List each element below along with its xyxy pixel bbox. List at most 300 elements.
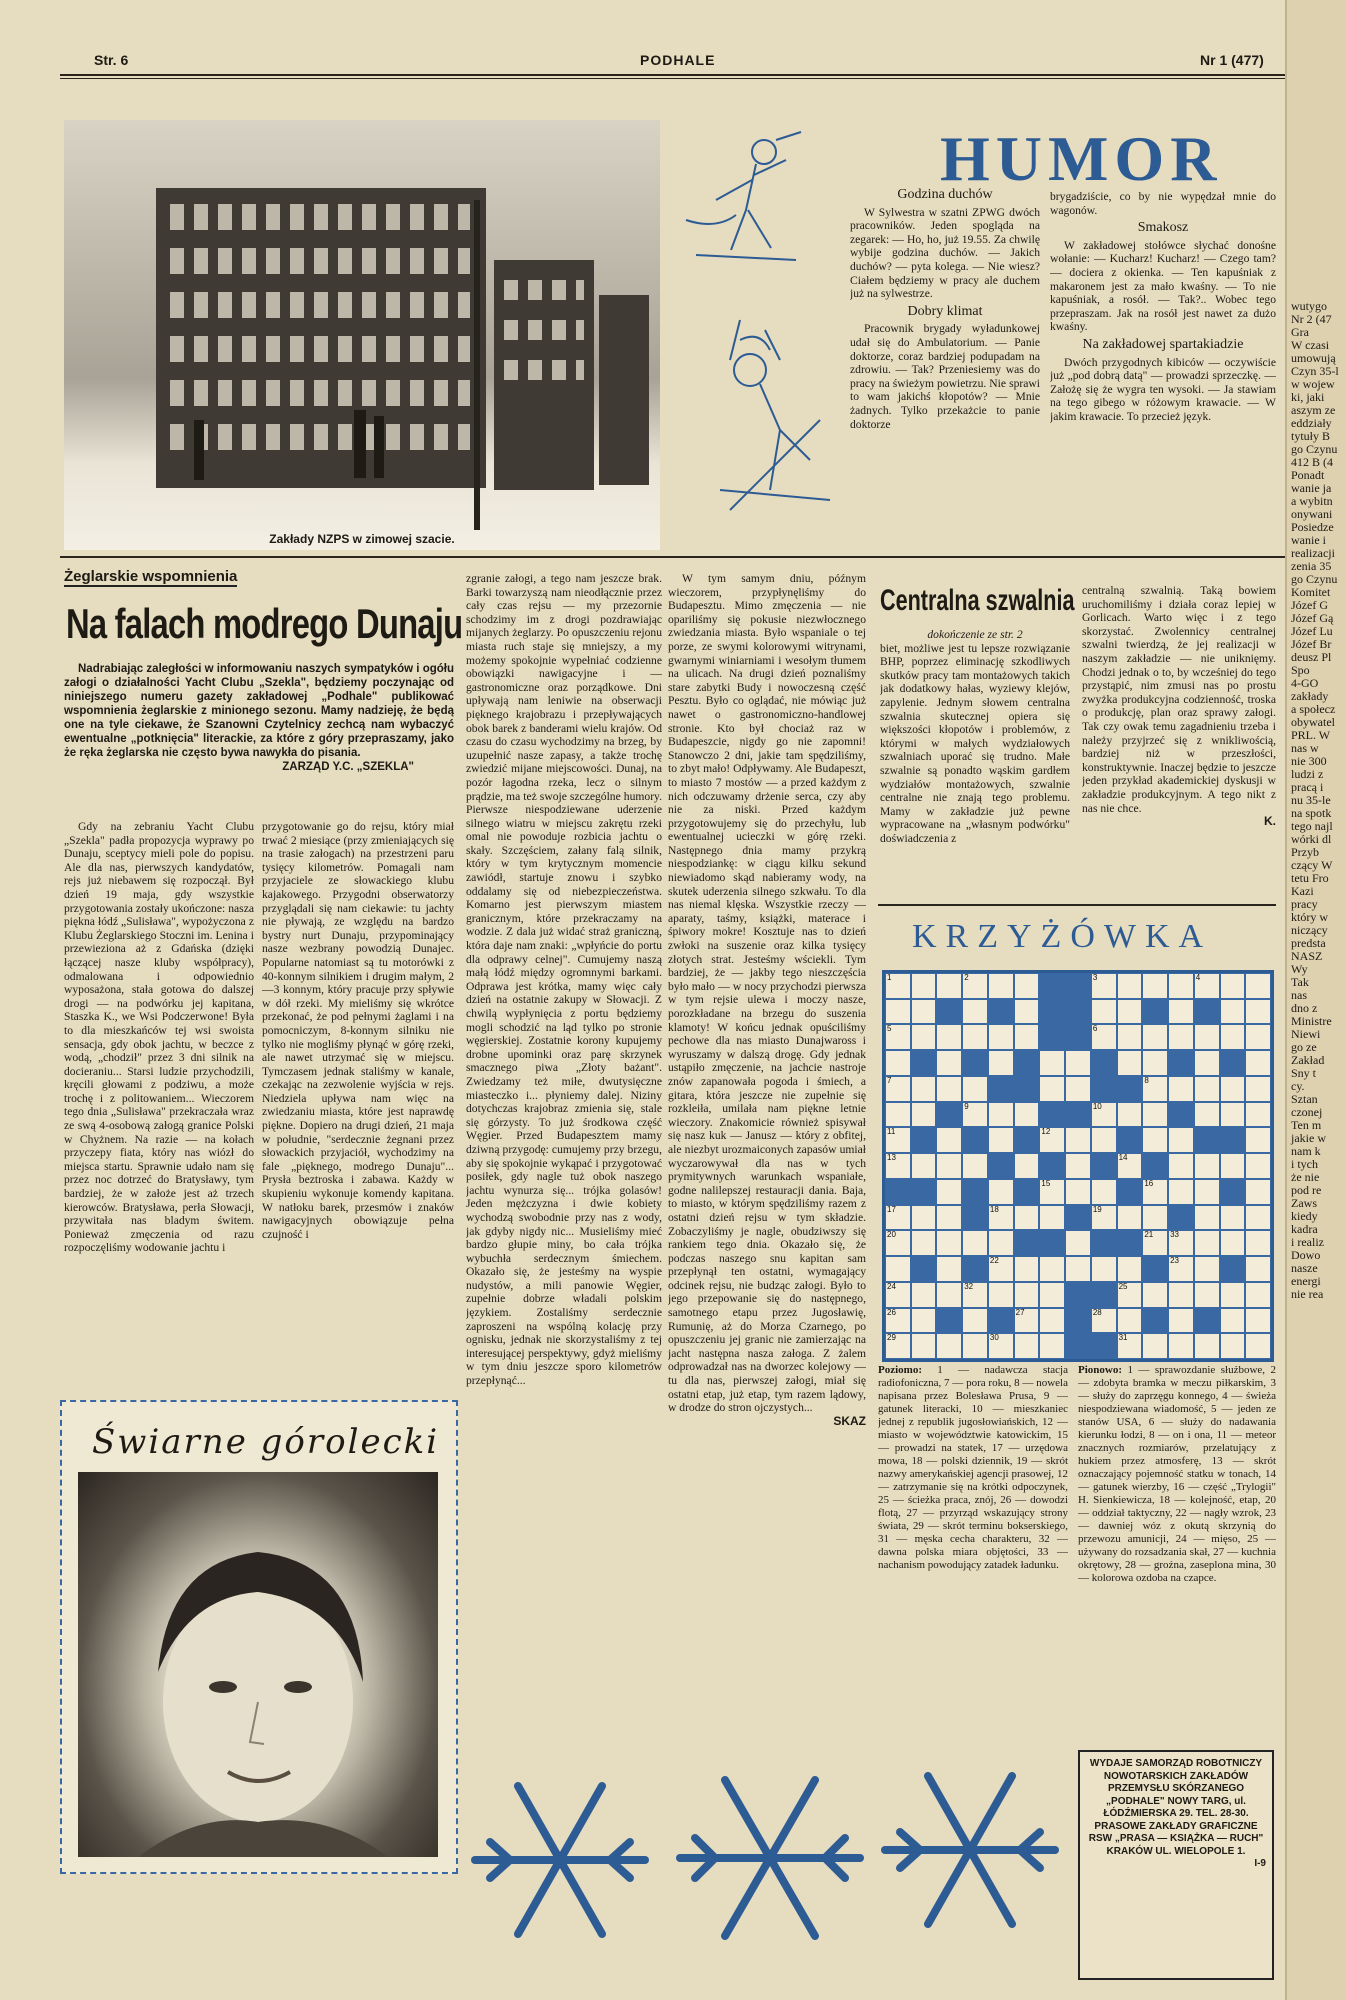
crossword-block xyxy=(1091,1076,1117,1102)
adjacent-page-fragment: Nr 2 (47 xyxy=(1291,312,1332,326)
adjacent-page-fragment: tego najl xyxy=(1291,819,1333,833)
crossword-cell[interactable] xyxy=(1245,1050,1271,1076)
crossword-cell[interactable] xyxy=(1245,1256,1271,1282)
adjacent-page-fragment: dno z xyxy=(1291,1001,1318,1015)
crossword-cell[interactable] xyxy=(1194,1333,1220,1359)
crossword-cell[interactable] xyxy=(1194,1282,1220,1308)
adjacent-page-fragment: pod re xyxy=(1291,1183,1322,1197)
adjacent-page-fragment: Spo xyxy=(1291,663,1310,677)
crossword-number: 30 xyxy=(989,1333,999,1343)
crossword-number: 22 xyxy=(989,1256,999,1266)
crossword-cell[interactable] xyxy=(1220,1230,1246,1256)
crossword-cell[interactable] xyxy=(936,1256,962,1282)
crossword-cell[interactable] xyxy=(988,1256,1014,1282)
crossword-cell[interactable] xyxy=(885,1153,911,1179)
crossword-cell[interactable] xyxy=(911,1230,937,1256)
crossword-cell[interactable] xyxy=(1014,1282,1040,1308)
crossword-cell[interactable] xyxy=(1220,1333,1246,1359)
crossword-cell[interactable] xyxy=(1014,973,1040,999)
szwalnia-text-1: biet, możliwe jest tu lepsze rozwiązanie BHP, poprzez eliminację szkodliwych skutków pracy tam montażowych takich jak dodatkowy hałas, wyziewy klejów, zapylenie. Jednym słowem centralna szwalnia skutecznej opiera się większości kłopotów i problemów, z którymi w małych wydziałowych szwalniach uporać się trudno. Małe szwalnie są ponadto wąskim gardłem wydziałów montażowych, szwalnie centralne nie znają tego problemu. Mamy w zakładzie już pewne wypracowane na „własnym podwórku" doświadczenia z xyxy=(880,641,1070,845)
crossword-cell[interactable] xyxy=(1142,1050,1168,1076)
crossword-cell[interactable] xyxy=(1117,1153,1143,1179)
crossword-cell[interactable] xyxy=(1142,973,1168,999)
crossword-cell[interactable] xyxy=(1117,999,1143,1025)
crossword-block xyxy=(988,1153,1014,1179)
crossword-cell[interactable] xyxy=(1014,1153,1040,1179)
crossword-cell[interactable] xyxy=(962,1230,988,1256)
crossword-cell[interactable] xyxy=(962,999,988,1025)
humor-story-3: W zakładowej stołówce słychać donośne wołanie: — Kucharz! Kucharz! — Czego tam? — dociera z okienka. — Ten kapuśniak z makaronem jest za mało kwaśny. — To nie kapuśniak, a rosół. — Tak?.. Wobec tego przepraszam. Jak na rosół jest nawet za dużo kwaśny. xyxy=(1050,238,1276,334)
adjacent-page-fragment: Posiedze xyxy=(1291,520,1334,534)
crossword-grid[interactable] xyxy=(882,970,1274,1362)
crossword-cell[interactable] xyxy=(885,1308,911,1334)
szwalnia-text-2: centralną szwalnią. Taką bowiem uruchomiliśmy i działa coraz lepiej w Gorlicach. Warto więc i z tego skorzystać. Zwolennicy centralnej szwalni twierdzą, że jej realizacji w naszym zakładzie — nie uniknięmy. Chodzi jednak o to, by wcześniej do tego przystąpić, nim zmusi nas po prostu zwyżka produkcyjna codzienność, troska o produkcję, plan oraz sprawy załogi. Tak czy owak temu zagadnieniu trzeba i należy przyjrzeć się z wnikliwością, bardziej niż w przeszłości, konstruktywnie. Inaczej będzie to jeszcze jeden przykład akademickiej dyskusji w zakładzie produkcyjnym. A tego nikt z nas nie chce. xyxy=(1082,584,1276,815)
crossword-block xyxy=(1117,1230,1143,1256)
crossword-cell[interactable] xyxy=(988,973,1014,999)
article-text-3: zgranie załogi, a tego nam jeszcze brak. Barki towarzyszą nam nieodłącznie przez cały czas rejsu — my przezornie schodzimy im z drogi pozdrawiając mijanych żeglarzy. Po opuszczeniu rejonu miasta ruch staje się mniejszy, a my możemy spokojnie wypełniać codzienne obowiązki nawigacyjne i — gastronomiczne oraz porządkowe. Dni upływają nam leniwie na obserwacji pięknego krajobrazu i przepływających obok barek z banderami wielu krajów. Od czasu do czasu wychodzimy na brzeg, by uzupełnić nasze zapasy, a także trochę zwiedzić mijane miejscowości. Dunaj, na pozór łagodna rzeka, lecz o silnym prądzie, ma też swoje szczególne humory. Pierwsze niespodziewane uderzenie silnego wiatru w miejscu zakrętu rzeki omal nie powoduje rozbicia jachtu o skały. Szczęściem, załany falą silnik, który w tym krytycznym momencie zawiódł, startuje znowu i szybko oddalamy się od niebezpieczeństwa. Komarno jest pierwszym miastem granicznym, które przekraczamy na wodzie. Z dala już widać straż graniczną, która daje nam znaki: „wpłyńcie do portu dla odprawy celnej". Cumujemy naszą małą łódź między ogromnymi barkami. Odprawa jest krótka, mamy więc cały dzień na ostatnie zakupy w Słowacji. Z chwilą wypłynięcia z portu będziemy mogli schodzić na ląd tylko po stronie węgierskiej. Zostatnie korony kupujemy drobne upominki oraz parę skrzynek smacznego piwa „Złoty bażant". Zwiedzamy też miłe, dwutysięczne miasteczko i... płyniemy dalej. Niziny dotychczas krajobraz zmienia się, stale się górzysty. To już środkowa część Węgier. Przed Budapesztem mamy dziwną przygodę: cumujemy przy brzegu, aby się spokojnie wykąpać i przygotować posiłek, gdy nagle tuż obok naszego jachtu wynurza się... trójka golasów! Jeden mężczyzna i dwie kobiety wychodzą swobodnie przy nas z wody, jak gdyby nigdy nic... Musieliśmy mieć bardzo głupie miny, bo cała trójka wybuchła serdecznym śmiechem. Okazało się, że jesteśmy na wyspie nudystów, a mili panowie Węgier, zupełnie dobrze władali polskim językiem. Zostaliśmy serdecznie zaproszeni na wspólną kolację przy ognisku, jednak nie skorzystaliśmy z tej interesującej perspektywy, gdyż mieliśmy w tym dniu jeszcze sporo kilometrów przepłynąć... xyxy=(466,572,662,1388)
adjacent-page-fragment: nasze xyxy=(1291,1261,1318,1275)
crossword-cell[interactable] xyxy=(1142,1205,1168,1231)
crossword-cell[interactable] xyxy=(911,1153,937,1179)
crossword-cell[interactable] xyxy=(1091,1308,1117,1334)
crossword-number: 32 xyxy=(964,1281,974,1291)
crossword-cell[interactable] xyxy=(988,1205,1014,1231)
crossword-cell[interactable] xyxy=(1194,1102,1220,1128)
crossword-number: 18 xyxy=(989,1204,999,1214)
article-signature: SKAZ xyxy=(833,1413,866,1428)
crossword-cell[interactable] xyxy=(1091,973,1117,999)
crossword-number: 26 xyxy=(887,1307,896,1317)
down-clues: 1 — sprawozdanie służbowe, 2 — zdobyta bramka w meczu piłkarskim, 3 — służy do zaprzęgu konnego, 4 — świeża niespodziewana wiadomość, 5 — jeden ze stanów USA, 6 — służy do nadawania kierunku łodzi, 8 — on i ona, 11 — meteor znacznych rozmiarów, przelatujący z hukiem przez atmosferę, 13 — skrót oznaczający pojemność statku w tonach, 14 — gatunek wierzby, 16 — część „Trylogii" H. Sienkiewicza, 18 — kolejność, etap, 20 — oddział taktyczny, 22 — nagły wzrok, 23 — dawniej wóz z okutą skrzynią do przewozu amunicji, 24 — mięso, 25 — używany do rozsadzania skał, 27 — kuchnia okrętowy, 28 — groźna, zaseplona mina, 30 — kolorowa ozdoba na czapce. xyxy=(1078,1364,1276,1584)
crossword-cell[interactable] xyxy=(988,1179,1014,1205)
crossword-cell[interactable] xyxy=(1065,1127,1091,1153)
crossword-block xyxy=(962,1205,988,1231)
crossword-cell[interactable] xyxy=(1142,1076,1168,1102)
crossword-cell[interactable] xyxy=(1245,1205,1271,1231)
crossword-cell[interactable] xyxy=(1220,1102,1246,1128)
crossword-cell[interactable] xyxy=(936,1179,962,1205)
crossword-cell[interactable] xyxy=(911,1102,937,1128)
crossword-cell[interactable] xyxy=(962,1076,988,1102)
crossword-cell[interactable] xyxy=(1014,1308,1040,1334)
crossword-cell[interactable] xyxy=(911,1308,937,1334)
crossword-cell[interactable] xyxy=(1142,1024,1168,1050)
crossword-cell[interactable] xyxy=(1168,1153,1194,1179)
adjacent-page-fragment: na spotk xyxy=(1291,806,1332,820)
adjacent-page-fragment: eddziały xyxy=(1291,416,1332,430)
adjacent-page-fragment: Zakład xyxy=(1291,1053,1325,1067)
szwalnia-headline: Centralna szwalnia xyxy=(880,584,1075,617)
crossword-cell[interactable] xyxy=(1039,1076,1065,1102)
crossword-number: 19 xyxy=(1092,1204,1102,1214)
humor-subtitle-2: Dobry klimat xyxy=(907,303,983,319)
adjacent-page-fragment: ludzi z xyxy=(1291,767,1324,781)
crossword-block xyxy=(1220,1179,1246,1205)
crossword-block xyxy=(1014,1050,1040,1076)
crossword-cell[interactable] xyxy=(885,1050,911,1076)
humor-title: HUMOR xyxy=(940,123,1223,194)
crossword-cell[interactable] xyxy=(1117,1102,1143,1128)
crossword-block xyxy=(911,1256,937,1282)
crossword-cell[interactable] xyxy=(1039,1333,1065,1359)
crossword-cell[interactable] xyxy=(936,1024,962,1050)
crossword-cell[interactable] xyxy=(1194,1205,1220,1231)
crossword-cell[interactable] xyxy=(1194,973,1220,999)
humor-subtitle-3: Smakosz xyxy=(1137,220,1189,236)
adjacent-page-fragment: który w xyxy=(1291,910,1328,924)
crossword-cell[interactable] xyxy=(1194,1076,1220,1102)
crossword-cell[interactable] xyxy=(911,973,937,999)
adjacent-page-fragment: obywatel xyxy=(1291,715,1335,729)
crossword-cell[interactable] xyxy=(911,1282,937,1308)
crossword-block xyxy=(1091,1333,1117,1359)
crossword-cell[interactable] xyxy=(1117,1282,1143,1308)
crossword-block xyxy=(1194,1127,1220,1153)
crossword-number: 29 xyxy=(887,1333,896,1343)
crossword-cell[interactable] xyxy=(988,1050,1014,1076)
crossword-block xyxy=(1220,1050,1246,1076)
crossword-cell[interactable] xyxy=(1194,1179,1220,1205)
crossword-cell[interactable] xyxy=(1039,1127,1065,1153)
crossword-cell[interactable] xyxy=(1039,1308,1065,1334)
crossword-cell[interactable] xyxy=(1220,1024,1246,1050)
crossword-cell[interactable] xyxy=(1039,1050,1065,1076)
crossword-block xyxy=(1168,1205,1194,1231)
crossword-cell[interactable] xyxy=(1194,1050,1220,1076)
crossword-number: 13 xyxy=(887,1153,896,1163)
crossword-cell[interactable] xyxy=(962,973,988,999)
crossword-cell[interactable] xyxy=(1245,973,1271,999)
crossword-cell[interactable] xyxy=(1168,973,1194,999)
crossword-number: 28 xyxy=(1092,1307,1102,1317)
crossword-number: 33 xyxy=(1170,1230,1179,1240)
crossword-cell[interactable] xyxy=(1014,1333,1040,1359)
crossword-cell[interactable] xyxy=(1245,1282,1271,1308)
adjacent-page-fragment: NASZ xyxy=(1291,949,1323,963)
adjacent-page-fragment: Sny t xyxy=(1291,1066,1317,1080)
crossword-cell[interactable] xyxy=(885,1102,911,1128)
crossword-cell[interactable] xyxy=(885,1076,911,1102)
crossword-cell[interactable] xyxy=(1091,1179,1117,1205)
crossword-cell[interactable] xyxy=(911,999,937,1025)
crossword-cell[interactable] xyxy=(936,1127,962,1153)
humor-story-1: W Sylwestra w szatni ZPWG dwóch pracowników. Jeden spogląda na zegarek: — Ho, ho, już 19.55. Za chwilę wybije godzina duchów. — Jakich duchów? — pyta kolega. — Nie wiesz? Ciałem będziemy w pracy ale duchem już na sylwestrze. xyxy=(850,205,1040,301)
crossword-rule xyxy=(878,904,1276,906)
humor-story-4: Dwóch przygodnych kibiców — oczywiście już „pod dobrą datą" — prowadzi sprzeczkę. — Założę się że wygra ten wysoki. — Ja stawiam na tego gibego w różowym krawacie. — W jakim krawacie. To przecież język. xyxy=(1050,355,1276,423)
header-rule-thin xyxy=(60,78,1285,79)
crossword-cell[interactable] xyxy=(936,1153,962,1179)
crossword-across xyxy=(878,1364,1068,1744)
crossword-cell[interactable] xyxy=(988,1282,1014,1308)
crossword-cell[interactable] xyxy=(1117,1256,1143,1282)
crossword-cell[interactable] xyxy=(1039,1256,1065,1282)
crossword-cell[interactable] xyxy=(1245,1127,1271,1153)
header-rule xyxy=(60,74,1285,76)
crossword-cell[interactable] xyxy=(1168,1256,1194,1282)
crossword-block xyxy=(1117,1076,1143,1102)
crossword-cell[interactable] xyxy=(1220,1308,1246,1334)
crossword-cell[interactable] xyxy=(1245,1153,1271,1179)
crossword-block xyxy=(1091,1050,1117,1076)
crossword-cell[interactable] xyxy=(962,1102,988,1128)
article-lead-text: Nadrabiając zaległości w informowaniu naszych sympatyków i ogółu załogi o działalności Yacht Clubu „Szekla", będziemy poczynając od niniejszego numeru gazety zakładowej „Podhale" publikować wspomnienia żeglarskie z minionego sezonu. Mamy nadzieję, że będą one na tyle ciekawe, że Szanowni Czytelnicy zechcą nam wybaczyć ewentualne „potknięcia" literackie, za które z góry przepraszamy, jako że ręka żeglarska nie często bywa nawykła do pisania. xyxy=(64,663,454,759)
crossword-cell[interactable] xyxy=(1142,1333,1168,1359)
crossword-cell[interactable] xyxy=(1168,1230,1194,1256)
crossword-number: 24 xyxy=(887,1281,896,1291)
humor-subtitle-4: Na zakładowej spartakiadzie xyxy=(1082,336,1244,352)
crossword-cell[interactable] xyxy=(911,1024,937,1050)
crossword-cell[interactable] xyxy=(962,1153,988,1179)
crossword-block xyxy=(1065,1205,1091,1231)
article-text-1: Gdy na zebraniu Yacht Clubu „Szekla" padła propozycja wyprawy po Dunaju, sceptycy mieli pole do popisu. Ale dla nas, pierwszych kandydatów, rejs już niebawem się rozpoczął. Był dzień 19 maja, gdy wszystkie przygotowania zostały ukończone: nasza piękna łódź „Sulisława", wypożyczona z Klubu Żeglarskiego Stoczni im. Lenina i przewieziona aż z Gdańska (dzięki łączącej nasze kluby współpracy), odmalowana i odpowiednio wyposażona, stała gotowa do dalszej drogi — na podwórku jej kapitana, Staszka K., we Wsi Podczerwone! Była to dla mieszkańców tej wsi swoista sensacja, gdy obok jachtu, w beczce z wodą, „chodził" przez 3 dni silnik na docieraniu... Starsi ludzie przychodzili, kręcili głowami z podziwu, a może trochę i z politowaniem... Wieczorem tego dnia „Sulisława" przekraczała wraz ze swą 4-osobową załogą granice Polski w Chyżnem. Na razie — na kołach przyczepy fiata, który nas wiózł do miejsca startu. Sprawnie udało nam się przez noc dotrzeć do Bratysławy, tym bardziej, że w założe jest aż trzech kierowców. Bratysława, perła Słowacji, przywitała nas bladym świtem. Ponieważ zmęczenia od razu rozpoczęliśmy wodowanie jachtu i xyxy=(64,820,254,1255)
crossword-cell[interactable] xyxy=(911,1205,937,1231)
article-text-4: W tym samym dniu, późnym wieczorem, przypłynęliśmy do Budapesztu. Mimo zmęczenia — nie opariliśmy się pokusie niezwłocznego zwiedzania miasta. Było wspaniale o tej porze, ze swymi kolorowymi witrynami, gwarnymi winiarniami i wesołym tłumem na ulicach. Na drugi dzień poznaliśmy stare zabytki Budy i nowoczesną część Pesztu. Było co oglądać, nie mówiąc już nawet o gastronomiczno-handlowej stronie. Kto był chociaż raz w Budapeszcie, nigdy go nie zapomni! Stanowczo 2 dni, jakie tam spędziliśmy, to zbyt mało! Odpływamy. Ale Budapeszt, to miasto 7 mostów — a przed każdym z nich odczuwamy drżenie serca, czy aby nie za niski. Przed każdym przygotowujemy się do przechyłu, lub ewentualnej ucieczki w górę rzeki. Następnego dnia mamy przykrą niespodziankę: w ciągu kilku sekund niewiadomo skąd nabieramy wody, na skutek uderzenia silnego szkwału. To dla nas niemal klęska. Wszystkie rzeczy — aparaty, taśmy, książki, materace i śpiwory mokre! Kosztuje nas to dzień zwłoki na suszenie oraz kilka tysięcy złotych strat. Jesteśmy wściekli. Tym bardziej, że — jakby tego nieszczęścia było mało — w nocy przychodzi pierwsza w tym rejsie ulewa i moczy nasze, porozkładane na brzegu do suszenia klamoty! W końcu jednak opuściliśmy pechowe dla nas miasto Dunajwaross i wyruszamy w dalszą drogę. Gdy jednak ustąpiło zmęczenie, na jachcie nastroje znów zapanowała pogoda i śmiech, a gitara, która jeszcze nie zupełnie się rozkleiła, umilała nam piękne letnie wieczory. Znakomicie również spisywał się nasz kuk — Janusz — który z obfitej, ale niezbyt urozmaiconych zapasów umiał wyczarowywał dla nas w tych prymitywnych warunkach wspaniałe, godne nalilepszej restauracji dania. Baja, to miasto, w którym spędziliśmy razem z ostatni dzień rejsu w tym składzie. Zobaczyliśmy je nagle, obudziwszy się rankiem tego dnia. Okazało się, że podczas naszego snu kapitan sam przepłynął ten ostatni, wymagający odcinek rejsu, nie budząc załogi. Było to jego przepowanie się do następnego, samotnego etapu przez Jugosławię, Rumunię, aż do Morza Czarnego, po opuszczeniu jej granic nie zamierzając na jacht następna nasza załoga. Z żalem odprowadzał nas na dworzec kolejowy — tu dla nas, pierwszej załogi, miał się ostatni etap, już etap, tym razem lądowy, w drodze do stron ojczystych... xyxy=(668,572,866,1415)
article-column-1 xyxy=(64,820,254,1385)
crossword-number: 4 xyxy=(1195,973,1201,982)
adjacent-page-fragment: pracą i xyxy=(1291,780,1324,794)
snowflake-decoration xyxy=(470,1740,1070,1990)
crossword-cell[interactable] xyxy=(1142,1179,1168,1205)
crossword-cell[interactable] xyxy=(1194,1024,1220,1050)
szwalnia-continuation: dokończenie ze str. 2 xyxy=(927,628,1023,641)
adjacent-page-fragment: tytuły B xyxy=(1291,429,1331,443)
adjacent-page-fragment: nie rea xyxy=(1291,1287,1324,1301)
page-number: Str. 6 xyxy=(94,52,129,68)
crossword-cell[interactable] xyxy=(1220,1205,1246,1231)
crossword-cell[interactable] xyxy=(1091,1024,1117,1050)
crossword-cell[interactable] xyxy=(1168,1076,1194,1102)
crossword-cell[interactable] xyxy=(1117,1333,1143,1359)
crossword-cell[interactable] xyxy=(885,999,911,1025)
crossword-cell[interactable] xyxy=(885,1282,911,1308)
crossword-cell[interactable] xyxy=(911,1333,937,1359)
crossword-cell[interactable] xyxy=(1065,1050,1091,1076)
article-column-3 xyxy=(466,572,662,1740)
crossword-block xyxy=(885,1179,911,1205)
crossword-cell[interactable] xyxy=(1245,1179,1271,1205)
crossword-cell[interactable] xyxy=(1142,1127,1168,1153)
crossword-cell[interactable] xyxy=(1014,1205,1040,1231)
crossword-cell[interactable] xyxy=(1117,1050,1143,1076)
crossword-cell[interactable] xyxy=(1091,1102,1117,1128)
crossword-number: 1 xyxy=(887,973,892,982)
crossword-cell[interactable] xyxy=(1039,1282,1065,1308)
crossword-block xyxy=(1142,1308,1168,1334)
crossword-cell[interactable] xyxy=(1194,1230,1220,1256)
crossword-cell[interactable] xyxy=(1014,1024,1040,1050)
crossword-cell[interactable] xyxy=(1142,1282,1168,1308)
adjacent-page-fragment: wanie ja xyxy=(1291,481,1332,495)
crossword-cell[interactable] xyxy=(1168,999,1194,1025)
adjacent-page-fragment: Józef Br xyxy=(1291,637,1332,651)
crossword-cell[interactable] xyxy=(1245,1076,1271,1102)
crossword-cell[interactable] xyxy=(936,1230,962,1256)
adjacent-page-fragment: nas xyxy=(1291,988,1307,1002)
crossword-cell[interactable] xyxy=(1168,1127,1194,1153)
adjacent-page-fragment: i realiz xyxy=(1291,1235,1324,1249)
crossword-cell[interactable] xyxy=(1014,1256,1040,1282)
crossword-cell[interactable] xyxy=(988,1333,1014,1359)
crossword-cell[interactable] xyxy=(1168,1024,1194,1050)
issue-number: Nr 1 (477) xyxy=(1200,52,1264,68)
adjacent-page-fragment: niczący xyxy=(1291,923,1328,937)
crossword-cell[interactable] xyxy=(1142,1102,1168,1128)
crossword-cell[interactable] xyxy=(936,973,962,999)
crossword-cell[interactable] xyxy=(1168,1333,1194,1359)
crossword-block xyxy=(1065,1024,1091,1050)
crossword-number: 14 xyxy=(1118,1153,1128,1163)
crossword-block xyxy=(988,1308,1014,1334)
crossword-cell[interactable] xyxy=(988,1127,1014,1153)
crossword-block xyxy=(1039,973,1065,999)
crossword-number: 10 xyxy=(1092,1101,1102,1111)
adjacent-page-fragment: Ministre xyxy=(1291,1014,1332,1028)
crossword-cell[interactable] xyxy=(1220,973,1246,999)
adjacent-page-fragment: Ponadt xyxy=(1291,468,1325,482)
crossword-cell[interactable] xyxy=(885,1024,911,1050)
article-text-2: przygotowanie go do rejsu, który miał trwać 2 miesiące (przy zmieniających się na trasie załogach) na przestrzeni paru tysięcy kilometrów. Pomagali nam przyjaciele ze słowackiego klubu kajakowego. Przygodni obserwatorzy przyglądali się nam ciekawie: tu jachty nie pływają, ze względu na bardzo bystry nurt Dunaju, przypominający nasze wezbrany powodzią Dunajec. Popularne natomiast są tu motorówki z 40-konnym silnikiem i drugim małym, 2—3 konnym, który pracuje przy spływie w dół rzeki. My mieliśmy się wkrótce przekonać, że pod pełnymi żaglami i na pomocniczym, 8-konnym silniku nie tylko nie mogliśmy płynąć w górę rzeki, ale nawet utrzymać się w miejscu. Tymczasem jednak staliśmy w kanale, czekając na zezwolenie wyjścia w rejs. Niedziela upływa nam więc na zwiedzaniu miasta, które jest naprawdę piękne. Dopiero na drugi dzień, 21 maja w południe, "serdecznie żegnani przez słowackich przyjaciół, wychodzimy na fale „pięknego, modrego Dunaju"... Prysła beztroska i zabawa. Każdy w skupieniu wykonuje komendy kapitana. W natłoku barek, przesmów i znaków nawigacyjnych obowiązuje pełna czujność i xyxy=(262,820,454,1241)
adjacent-page-fragment: w wojew xyxy=(1291,377,1335,391)
skier-illustration xyxy=(676,120,816,270)
adjacent-page-fragment: Tak xyxy=(1291,975,1309,989)
adjacent-page-edge xyxy=(1285,0,1346,2000)
crossword-cell[interactable] xyxy=(1091,1205,1117,1231)
adjacent-page-fragment: a społecz xyxy=(1291,702,1336,716)
crossword-cell[interactable] xyxy=(911,1076,937,1102)
crossword-cell[interactable] xyxy=(988,1102,1014,1128)
crossword-cell[interactable] xyxy=(1168,1282,1194,1308)
adjacent-page-fragment: Ten m xyxy=(1291,1118,1322,1132)
crossword-block xyxy=(988,999,1014,1025)
crossword-cell[interactable] xyxy=(962,1308,988,1334)
crossword-cell[interactable] xyxy=(1117,1205,1143,1231)
crossword-block xyxy=(1065,1333,1091,1359)
crossword-cell[interactable] xyxy=(936,1076,962,1102)
crossword-cell[interactable] xyxy=(962,1333,988,1359)
crossword-cell[interactable] xyxy=(885,1230,911,1256)
crossword-cell[interactable] xyxy=(936,1333,962,1359)
down-label: Pionowo: xyxy=(1078,1364,1122,1376)
crossword-block xyxy=(1065,999,1091,1025)
portrait-title: Świarne górolecki xyxy=(92,1422,440,1462)
publisher-imprint xyxy=(1078,1750,1274,1980)
crossword-cell[interactable] xyxy=(988,1230,1014,1256)
humor-story-2-cont: brygadziście, co by nie wypędzał mnie do wagonów. xyxy=(1050,190,1276,217)
adjacent-page-fragment: go Czynu xyxy=(1291,442,1338,456)
crossword-cell[interactable] xyxy=(1168,1308,1194,1334)
crossword-cell[interactable] xyxy=(885,1256,911,1282)
adjacent-page-fragment: 4-GO xyxy=(1291,676,1319,690)
crossword-cell[interactable] xyxy=(1014,1102,1040,1128)
crossword-block xyxy=(1168,1102,1194,1128)
crossword-block xyxy=(911,1127,937,1153)
crossword-cell[interactable] xyxy=(1091,1127,1117,1153)
across-label: Poziomo: xyxy=(878,1364,922,1376)
crossword-cell[interactable] xyxy=(1065,1256,1091,1282)
crossword-block xyxy=(1039,1102,1065,1128)
crossword-cell[interactable] xyxy=(1091,1256,1117,1282)
adjacent-page-fragment: kiedy xyxy=(1291,1209,1318,1223)
adjacent-page-fragment: Komitet xyxy=(1291,585,1331,599)
adjacent-page-fragment: W czasi xyxy=(1291,338,1330,352)
crossword-number: 23 xyxy=(1170,1256,1179,1266)
adjacent-page-fragment: Kazi xyxy=(1291,884,1314,898)
crossword-block xyxy=(1220,1127,1246,1153)
crossword-cell[interactable] xyxy=(1245,1102,1271,1128)
crossword-block xyxy=(911,1179,937,1205)
adjacent-page-fragment: pracy xyxy=(1291,897,1318,911)
crossword-cell[interactable] xyxy=(936,1050,962,1076)
crossword-cell[interactable] xyxy=(962,1024,988,1050)
paper-title: PODHALE xyxy=(640,52,716,68)
crossword-cell[interactable] xyxy=(1065,1230,1091,1256)
crossword-cell[interactable] xyxy=(1117,1024,1143,1050)
adjacent-page-fragment: nas w xyxy=(1291,741,1319,755)
crossword-block xyxy=(936,999,962,1025)
crossword-cell[interactable] xyxy=(1142,1230,1168,1256)
crossword-cell[interactable] xyxy=(1220,1076,1246,1102)
crossword-cell[interactable] xyxy=(1220,1153,1246,1179)
crossword-cell[interactable] xyxy=(885,1205,911,1231)
crossword-cell[interactable] xyxy=(1117,973,1143,999)
crossword-cell[interactable] xyxy=(936,1205,962,1231)
crossword-block xyxy=(1065,1102,1091,1128)
crossword-cell[interactable] xyxy=(885,1333,911,1359)
humor-column-1 xyxy=(850,184,1040,548)
crossword-cell[interactable] xyxy=(1194,1153,1220,1179)
crossword-cell[interactable] xyxy=(1039,1205,1065,1231)
crossword-cell[interactable] xyxy=(885,973,911,999)
crossword-cell[interactable] xyxy=(1245,1333,1271,1359)
crossword-cell[interactable] xyxy=(1168,1179,1194,1205)
crossword-cell[interactable] xyxy=(885,1127,911,1153)
crossword-cell[interactable] xyxy=(936,1282,962,1308)
szwalnia-signature: K. xyxy=(1264,814,1276,829)
falling-skier-illustration xyxy=(700,300,840,520)
crossword-cell[interactable] xyxy=(1245,999,1271,1025)
crossword-cell[interactable] xyxy=(1065,1179,1091,1205)
crossword-cell[interactable] xyxy=(1194,1256,1220,1282)
crossword-cell[interactable] xyxy=(962,1282,988,1308)
crossword-cell[interactable] xyxy=(1245,1230,1271,1256)
adjacent-page-fragment: Wy xyxy=(1291,962,1308,976)
crossword-block xyxy=(1194,1308,1220,1334)
crossword-block xyxy=(1142,1153,1168,1179)
szwalnia-column-2 xyxy=(1082,584,1276,898)
adjacent-page-fragment: jakie w xyxy=(1291,1131,1326,1145)
crossword-cell[interactable] xyxy=(988,1024,1014,1050)
adjacent-page-fragment: czonej xyxy=(1291,1105,1323,1119)
crossword-cell[interactable] xyxy=(1220,1282,1246,1308)
crossword-cell[interactable] xyxy=(1065,1076,1091,1102)
crossword-cell[interactable] xyxy=(1245,1024,1271,1050)
crossword-block xyxy=(911,1050,937,1076)
crossword-cell[interactable] xyxy=(1117,1308,1143,1334)
crossword-cell[interactable] xyxy=(1039,1179,1065,1205)
crossword-cell[interactable] xyxy=(1065,1153,1091,1179)
adjacent-page-fragment: predsta xyxy=(1291,936,1326,950)
adjacent-page-fragment: go ze xyxy=(1291,1040,1317,1054)
section-rule xyxy=(60,556,1285,558)
crossword-number: 15 xyxy=(1041,1178,1051,1188)
crossword-cell[interactable] xyxy=(1014,999,1040,1025)
crossword-cell[interactable] xyxy=(1245,1308,1271,1334)
crossword-cell[interactable] xyxy=(1091,999,1117,1025)
adjacent-page-fragment: wórki dl xyxy=(1291,832,1332,846)
adjacent-page-fragment: wutygo xyxy=(1291,299,1327,313)
crossword-block xyxy=(936,1308,962,1334)
crossword-cell[interactable] xyxy=(1220,999,1246,1025)
